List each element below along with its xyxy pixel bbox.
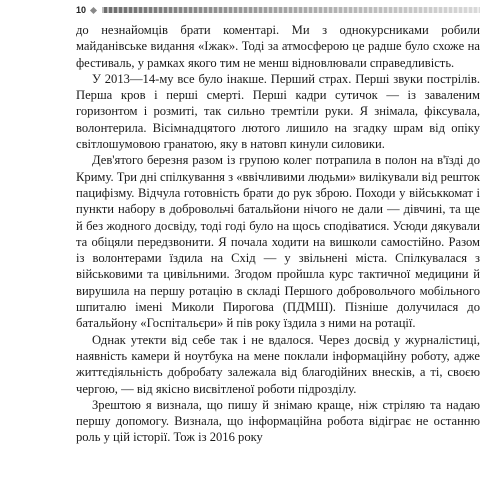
diamond-ornament-icon bbox=[90, 6, 97, 13]
body-text bbox=[76, 22, 480, 446]
running-header bbox=[76, 4, 480, 16]
paragraph: У 2013—14-му все було інакше. Перший страх. Перші звуки пострілів. Перша кров і перші смерті. Перші кадри сутичок — із заваленим горизонтом і розмиті, так сильно тремтіли руки. Я знімала, фіксувала, волонтерила. Вісімнадцятого лютого лишило на згадку шрам від опіку світлошумовою гранатою, яку в натовп кинули силовики. bbox=[76, 71, 480, 152]
decorative-header-band bbox=[102, 7, 480, 13]
paragraph-continuation: до незнайомців брати коментарі. Ми з однокурсниками робили майданівське видання «Іжак». Тоді за атмосферою це радше було схоже на фестиваль, у рамках якого тим не менш відновлювали справедливість. bbox=[76, 23, 480, 70]
paragraph: Зрештою я визнала, що пишу й знімаю краще, ніж стріляю та надаю першу допомогу. Визнала, що інформаційна робота відіграє не останню роль у цій історії. Тож із 2016 року bbox=[76, 397, 480, 445]
page-number: 10 bbox=[76, 5, 87, 15]
paragraph: Дев'ятого березня разом із групою колег потрапила в полон на в'їзді до Криму. Три дні спілкування з «ввічливими людьми» вилікували від решток пацифізму. Відчула готовність брати до рук зброю. Походи у військкомат і пункти набору в добровольчі батальйони нічого не дали — дівчині, та ще й без жодного досвіду, тоді годі було на щось сподіватися. Усюди дякували та обіцяли передзвонити. Я почала ходити на вишколи самостійно. Разом із волонтерами їздила на Схід — у звільнені міста. Спілкувалася з військовими та цивільними. Згодом пройшла курс тактичної медицини й вирушила на першу ротацію в складі Першого добровольчого мобільного шпиталю імені Миколи Пирогова (ПДМШ). Пізніше долучилася до батальйону «Госпітальєри» й пів року їздила з ними на ротації. bbox=[76, 153, 480, 331]
paragraph: Однак утекти від себе так і не вдалося. Через досвід у журналістиці, наявність камери й ноутбука на мене поклали інформаційну роботу, адже життєдіяльність добробату залежала від благодійних внесків, а ті, своєю чергою, — від якісно висвітленої роботи підрозділу. bbox=[76, 332, 480, 396]
